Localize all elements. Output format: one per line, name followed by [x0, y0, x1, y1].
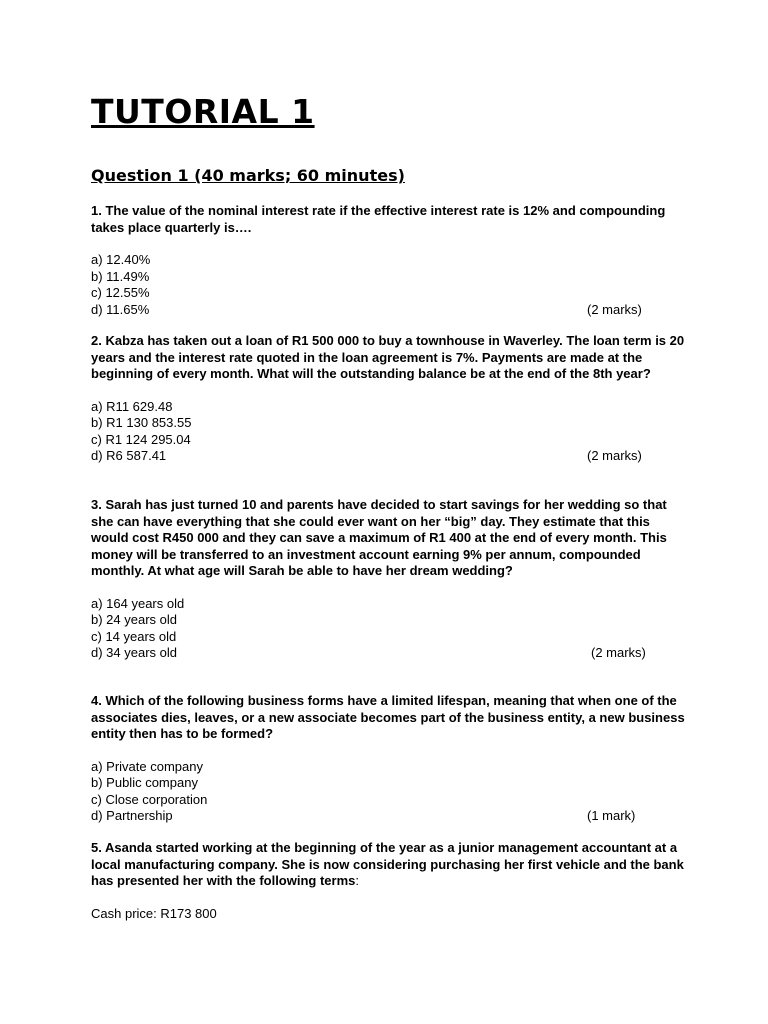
question-text: 2. Kabza has taken out a loan of R1 500 000 to buy a townhouse in Waverley. The loan term is 20 years and the interest rate quoted in the loan agreement is 7%. Payments are made at the beginning of every month. What will the outstanding balance be at the end of the 8th year?	[91, 333, 685, 381]
question-heading: Question 1 (40 marks; 60 minutes)	[91, 166, 405, 185]
marks-label: (2 marks)	[591, 645, 646, 660]
option-d-label: d) 34 years old	[91, 645, 177, 660]
marks-label: (2 marks)	[587, 301, 642, 317]
option-a: a) Private company	[91, 758, 203, 774]
question-item-5	[91, 840, 691, 890]
option-d-label: d) 11.65%	[91, 301, 150, 317]
option-list	[91, 252, 691, 318]
question-item-1	[91, 203, 691, 318]
option-list	[91, 399, 691, 465]
question-text	[91, 840, 691, 890]
option-b: b) 24 years old	[91, 612, 177, 627]
option-a: a) 164 years old	[91, 595, 185, 611]
option-b: b) R1 130 853.55	[91, 415, 192, 430]
option-b: b) Public company	[91, 775, 198, 790]
question-text: 1. The value of the nominal interest rate if the effective interest rate is 12% and compounding takes place quarterly is….	[91, 203, 666, 235]
option-c: c) 12.55%	[91, 285, 150, 300]
option-d-label: d) Partnership	[91, 808, 173, 823]
question-text-body: 5. Asanda started working at the beginning of the year as a junior management accountant at a local manufacturing company. She is now considering purchasing her first vehicle and the bank has presented her with the following terms	[91, 840, 684, 888]
marks-label: (2 marks)	[587, 448, 642, 463]
question-item-4	[91, 693, 691, 825]
option-list	[91, 759, 691, 825]
option-d	[91, 448, 691, 465]
cash-price-line: Cash price: R173 800	[91, 906, 217, 921]
question-text: 4. Which of the following business forms have a limited lifespan, meaning that when one of the associates dies, leaves, or a new associate becomes part of the business entity, a new business entity then has to be formed?	[91, 693, 685, 741]
marks-label: (1 mark)	[587, 808, 636, 823]
option-a: a) R11 629.48	[91, 398, 173, 414]
option-c: c) Close corporation	[91, 791, 208, 807]
question-text: 3. Sarah has just turned 10 and parents have decided to start savings for her wedding so that she can have everything that she could ever want on her “big” day. They estimate that this would cost R450 000 and they can save a maximum of R1 400 at the end of every month. This money will be transferred to an investment account earning 9% per annum, compounded monthly. At what age will Sarah be able to have her dream wedding?	[91, 497, 667, 578]
option-c: c) R1 124 295.04	[91, 431, 191, 447]
option-a: a) 12.40%	[91, 252, 151, 267]
option-b: b) 11.49%	[91, 268, 150, 284]
page-title: TUTORIAL 1	[91, 92, 315, 131]
option-d	[91, 808, 691, 825]
question-item-2	[91, 333, 691, 465]
question-text-suffix: :	[355, 873, 359, 888]
option-d	[91, 302, 691, 319]
option-c: c) 14 years old	[91, 628, 177, 644]
question-item-3	[91, 497, 691, 662]
option-list	[91, 596, 691, 662]
option-d-label: d) R6 587.41	[91, 448, 167, 463]
option-d	[91, 645, 691, 662]
